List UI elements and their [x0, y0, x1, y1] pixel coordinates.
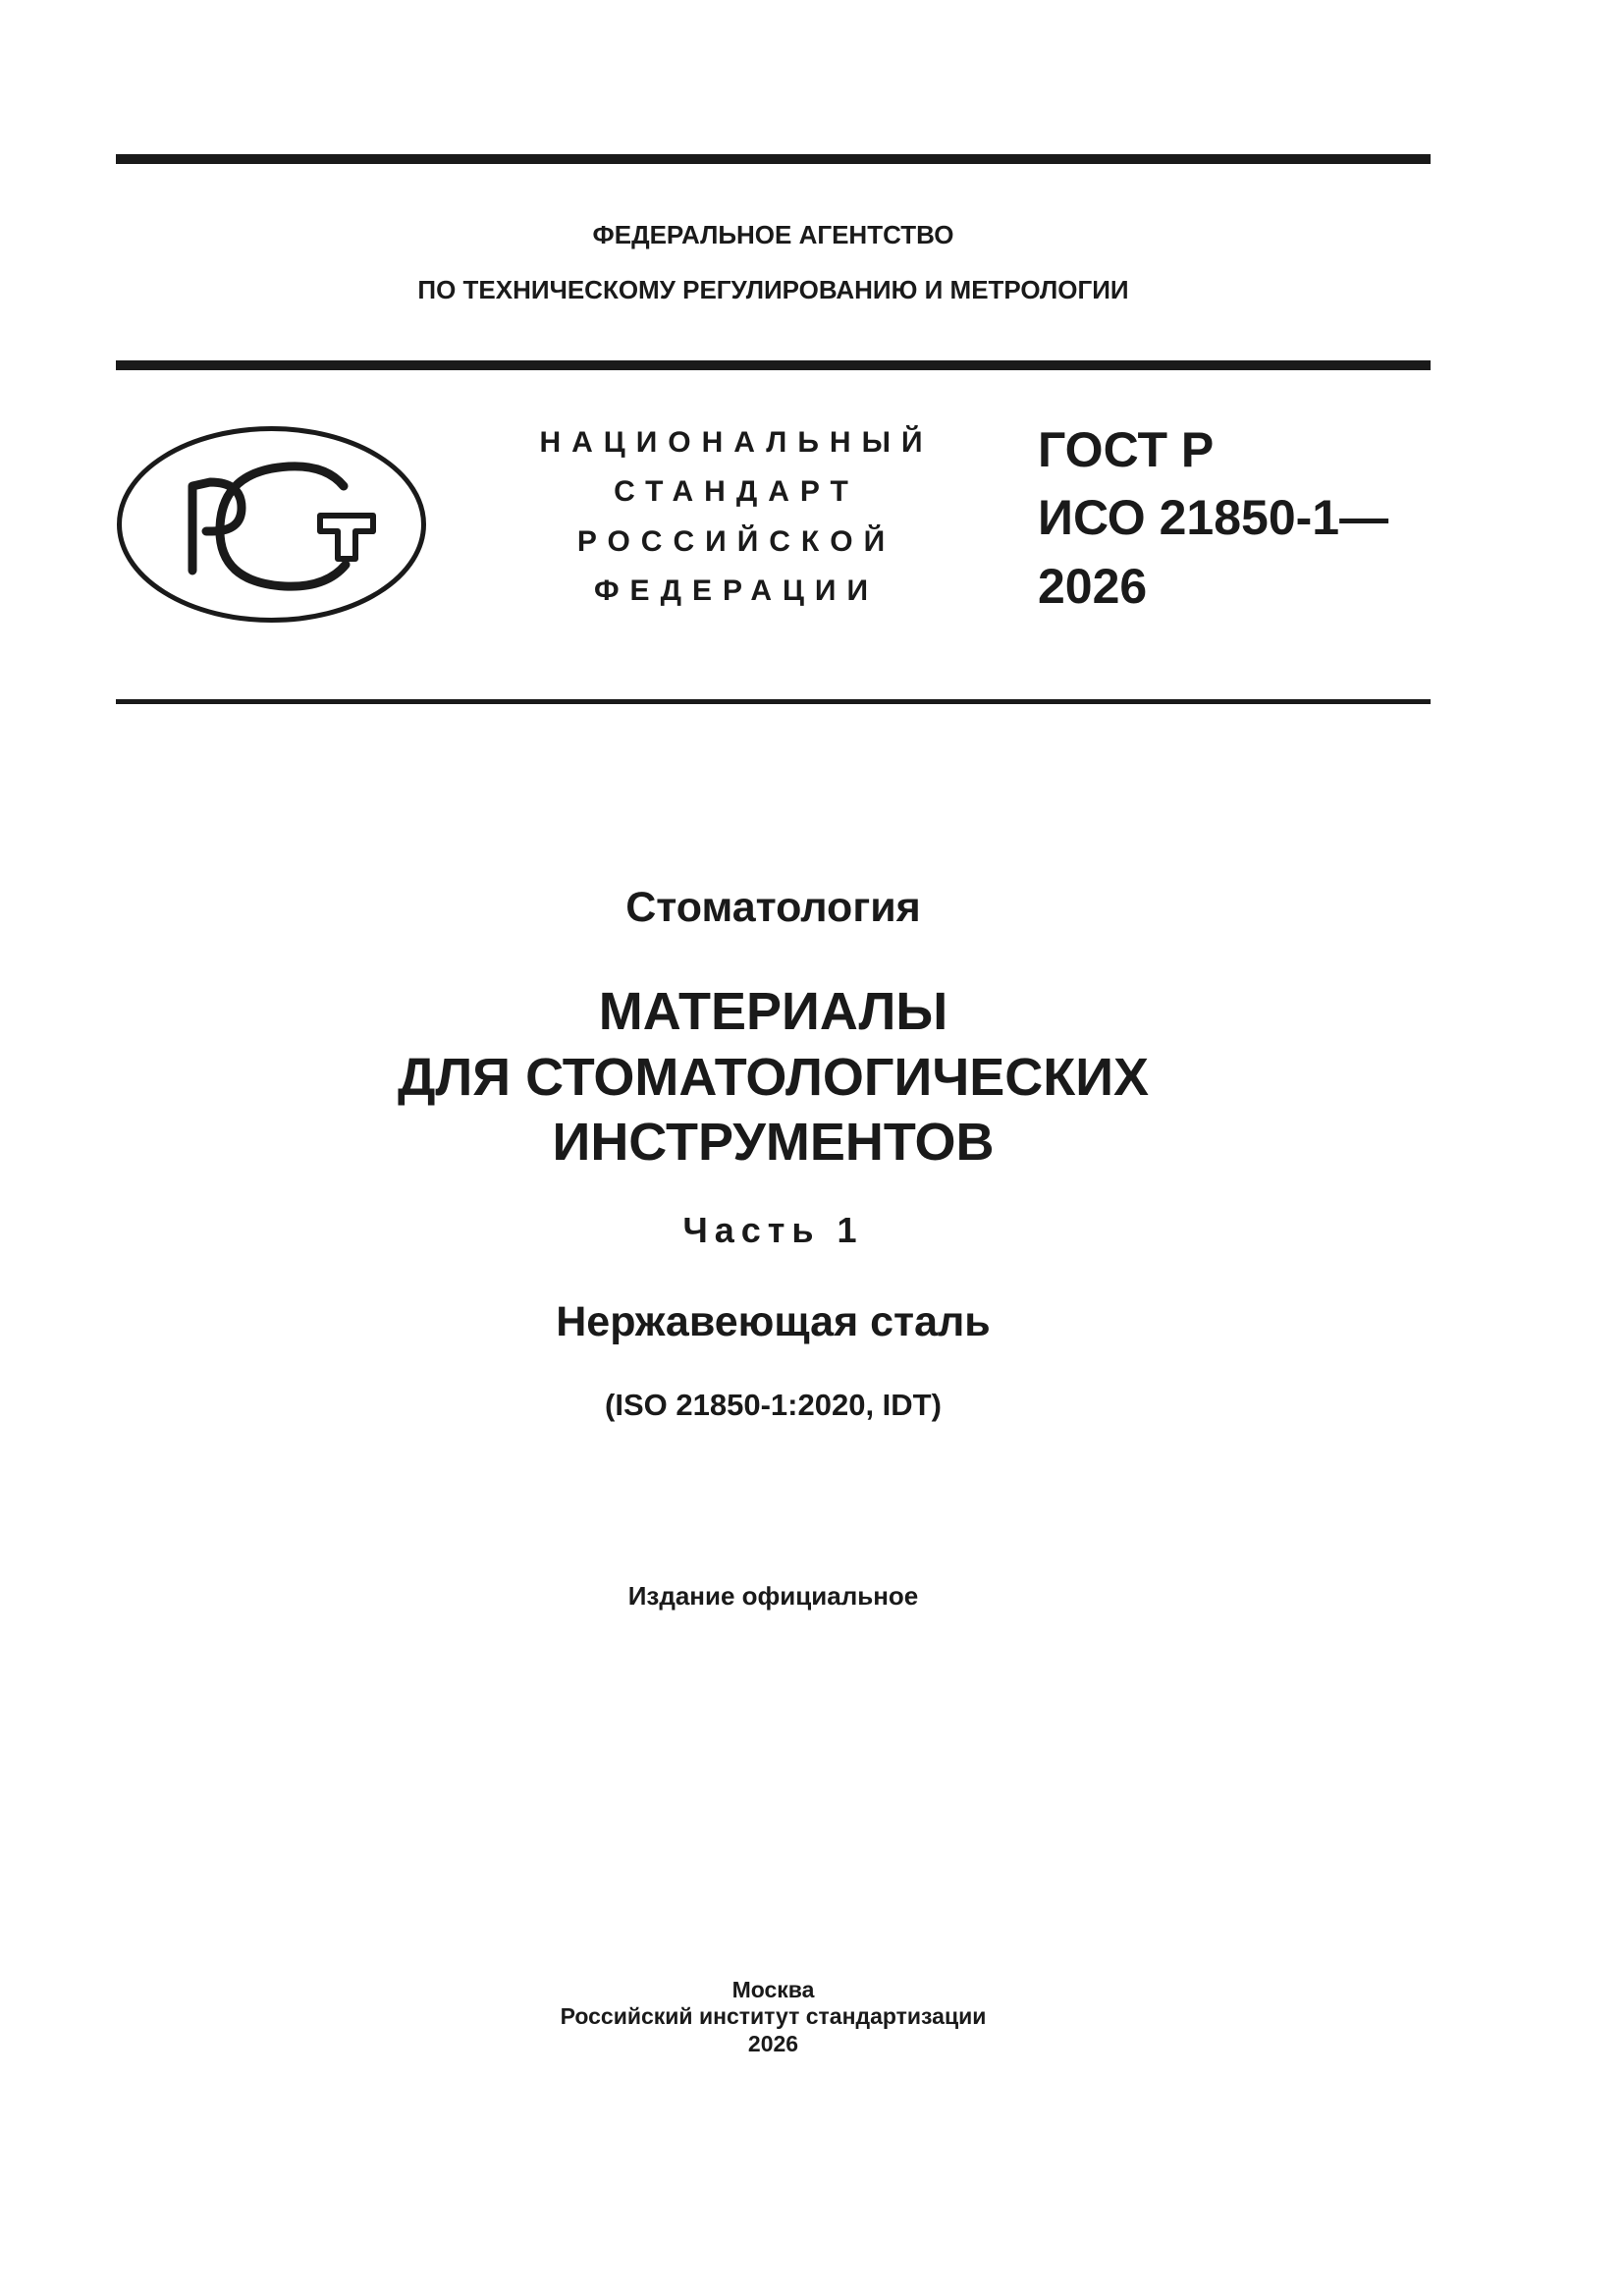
- document-subject: Стоматология: [625, 884, 921, 931]
- publisher-name: Российский институт стандартизации: [560, 2003, 987, 2029]
- national-standard-line1: НАЦИОНАЛЬНЫЙ: [539, 426, 934, 459]
- document-title-line1: МАТЕРИАЛЫ: [598, 982, 948, 1041]
- standard-designation-line3: 2026: [1038, 559, 1148, 614]
- national-standard-line2: СТАНДАРТ: [614, 475, 859, 508]
- rst-certification-logo-icon: [116, 425, 427, 624]
- edition-note: Издание официальное: [627, 1581, 919, 1611]
- agency-name-line2: ПО ТЕХНИЧЕСКОМУ РЕГУЛИРОВАНИЮ И МЕТРОЛОГИИ: [417, 275, 1129, 304]
- top-rule: [116, 154, 1431, 164]
- standard-designation-line2: ИСО 21850-1—: [1038, 490, 1389, 545]
- national-standard-line4: ФЕДЕРАЦИИ: [593, 574, 880, 607]
- middle-rule: [116, 360, 1431, 370]
- publisher-city: Москва: [731, 1977, 815, 2002]
- standard-designation-line1: ГОСТ Р: [1038, 422, 1215, 477]
- document-subtitle: Нержавеющая сталь: [556, 1298, 991, 1345]
- bottom-rule: [116, 699, 1431, 704]
- document-part: Часть 1: [682, 1210, 864, 1250]
- agency-name-line1: ФЕДЕРАЛЬНОЕ АГЕНТСТВО: [592, 220, 954, 249]
- national-standard-line3: РОССИЙСКОЙ: [576, 525, 896, 558]
- document-title-line3: ИНСТРУМЕНТОВ: [552, 1113, 995, 1172]
- publication-year: 2026: [747, 2031, 799, 2056]
- iso-reference: (ISO 21850-1:2020, IDT): [605, 1388, 942, 1422]
- document-title-line2: ДЛЯ СТОМАТОЛОГИЧЕСКИХ: [397, 1048, 1150, 1107]
